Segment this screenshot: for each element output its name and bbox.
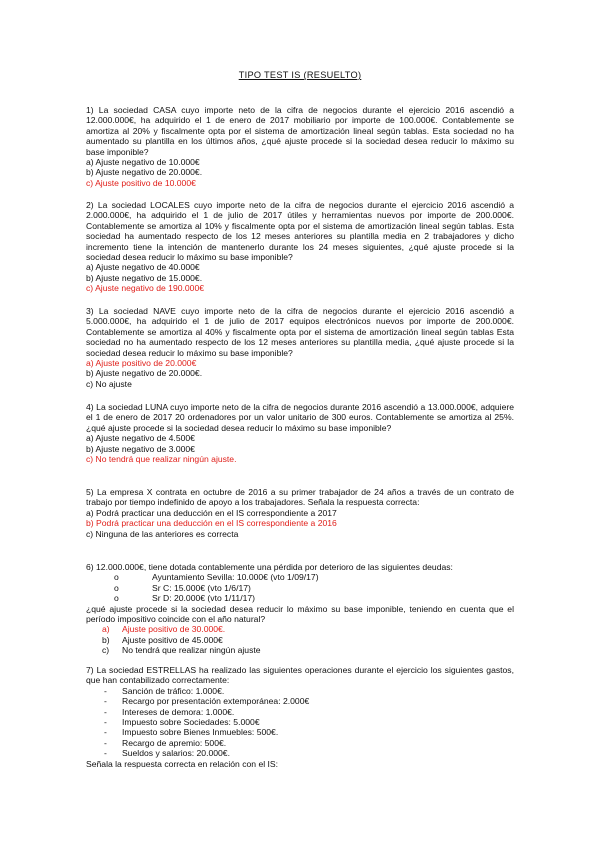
option-marker: b): [102, 634, 110, 645]
question-6: [86, 562, 514, 656]
question-1: [86, 105, 514, 188]
question-7-closing: Señala la respuesta correcta en relación con el IS:: [86, 758, 279, 769]
expense-item: - Sueldos y salarios: 20.000€.: [86, 748, 514, 758]
question-3-text: 3) La sociedad NAVE cuyo importe neto de la cifra de negocios durante el ejercicio 2016 ascendió a 5.000.000€, ha adquirido el 1 de julio de 2017 equipos electrónicos nuevos por importe de 200.000€. Contablemente se amortiza al 40% y fiscalmente opta por el sistema de amortización lineal según tablas Esta sociedad no ha aumentado respecto de los 12 meses anteriores su plantilla media, ¿qué ajuste procede si la sociedad desea reducir lo máximo su base imponible?: [86, 306, 514, 358]
question-2-text: 2) La sociedad LOCALES cuyo importe neto de la cifra de negocios durante el ejercicio 2016 ascendió a 2.000.000€, ha adquirido el 1 de julio de 2017 útiles y herramientas nuevos por importe de 200.000€. Contablemente se amortiza al 10% y fiscalmente opta por el sistema de amortización lineal según tablas. Esta sociedad ha aumentado respecto de los 12 meses anteriores su plantilla media en 2 trabajadores y dicho incremento tiene la intención de mantenerlo durante los 24 meses siguientes, ¿qué ajuste procede si la sociedad desea reducir lo máximo su base imponible?: [86, 200, 514, 263]
question-4-text: 4) La sociedad LUNA cuyo importe neto de la cifra de negocios durante 2016 ascendió a 13.000.000€, adquiere el 1 de enero de 2017 20 ordenadores por un valor unitario de 300 euros. Contablemente se amortiza al 25%. ¿qué ajuste procede si la sociedad desea reducir lo máximo su base imponible?: [86, 402, 514, 433]
question-2-option-c: c) Ajuste negativo de 190.000€: [86, 283, 205, 294]
option-text: Ajuste positivo de 30.000€.: [122, 624, 226, 635]
question-5-text: 5) La empresa X contrata en octubre de 2016 a su primer trabajador de 24 años a través de un contrato de trabajo por tiempo indefinido de apoyo a los trabajadores. Señala la respuesta correcta:: [86, 487, 514, 508]
question-5-option-c: c) Ninguna de las anteriores es correcta: [86, 528, 239, 539]
debt-item: o Sr C: 15.000€ (vto 1/6/17): [86, 583, 514, 593]
expense-item: - Impuesto sobre Sociedades: 5.000€: [86, 717, 514, 727]
question-6-option-a: [86, 624, 514, 634]
expense-item: - Recargo de apremio: 500€.: [86, 738, 514, 748]
option-marker: a): [102, 624, 110, 635]
question-6-option-b: [86, 635, 514, 645]
expense-item: - Sanción de tráfico: 1.000€.: [86, 686, 514, 696]
question-3: [86, 306, 514, 389]
question-4-option-a: a) Ajuste negativo de 4.500€: [86, 433, 195, 444]
option-text: No tendrá que realizar ningún ajuste: [122, 645, 261, 656]
question-3-option-b: b) Ajuste negativo de 20.000€.: [86, 368, 203, 379]
question-6-option-c: [86, 645, 514, 655]
question-5-option-b: b) Podrá practicar una deducción en el IS correspondiente a 2016: [86, 518, 337, 529]
question-3-option-c: c) No ajuste: [86, 378, 132, 389]
question-2-option-b: b) Ajuste negativo de 15.000€.: [86, 272, 203, 283]
document-title: TIPO TEST IS (RESUELTO): [238, 70, 362, 80]
question-7: [86, 665, 514, 769]
question-4: [86, 402, 514, 464]
question-1-option-c: c) Ajuste positivo de 10.000€: [86, 177, 196, 188]
debt-item: o Sr D: 20.000€ (vto 1/11/17): [86, 593, 514, 603]
question-4-option-b: b) Ajuste negativo de 3.000€: [86, 443, 195, 454]
question-5: [86, 487, 514, 539]
question-5-option-a: a) Podrá practicar una deducción en el IS correspondiente a 2017: [86, 507, 337, 518]
question-7-expense-list: [86, 686, 514, 759]
question-7-intro: 7) La sociedad ESTRELLAS ha realizado las siguientes operaciones durante el ejercicio los siguientes gastos, que han contabilizado correctamente:: [86, 665, 514, 686]
question-2-option-a: a) Ajuste negativo de 40.000€: [86, 262, 200, 273]
question-4-option-c: c) No tendrá que realizar ningún ajuste.: [86, 454, 237, 465]
expense-item: - Impuesto sobre Bienes Inmuebles: 500€.: [86, 727, 514, 737]
expense-item: - Recargo por presentación extemporánea: 2.000€: [86, 696, 514, 706]
question-3-option-a: a) Ajuste positivo de 20.000€: [86, 358, 197, 369]
expense-item: - Intereses de demora: 1.000€.: [86, 707, 514, 717]
question-1-option-a: a) Ajuste negativo de 10.000€: [86, 157, 200, 168]
option-marker: c): [102, 645, 110, 656]
question-6-debt-list: [86, 572, 514, 603]
question-6-question: ¿qué ajuste procede si la sociedad desea reducir lo máximo su base imponible, teniendo en cuenta que el período impositivo coincide con el año natural?: [86, 603, 514, 625]
question-2: [86, 200, 514, 294]
question-6-options: [86, 624, 514, 655]
option-text: Ajuste positivo de 45.000€: [122, 634, 223, 645]
question-1-text: 1) La sociedad CASA cuyo importe neto de la cifra de negocios durante el ejercicio 2016 ascendió a 12.000.000€, ha adquirido el 1 de enero de 2017 mobiliario por importe de 100.000€. Contablemente se amortiza al 20% y fiscalmente opta por el sistema de amortización lineal según tablas. Esta sociedad no ha aumentado su plantilla en los últimos años, ¿qué ajuste procede si la sociedad desea reducir lo máximo su base imponible?: [86, 105, 514, 157]
question-1-option-b: b) Ajuste negativo de 20.000€.: [86, 167, 203, 178]
question-6-intro: 6) 12.000.000€, tiene dotada contablemente una pérdida por deterioro de las siguientes deudas:: [86, 562, 453, 572]
debt-item: o Ayuntamiento Sevilla: 10.000€ (vto 1/09/17): [86, 572, 514, 582]
